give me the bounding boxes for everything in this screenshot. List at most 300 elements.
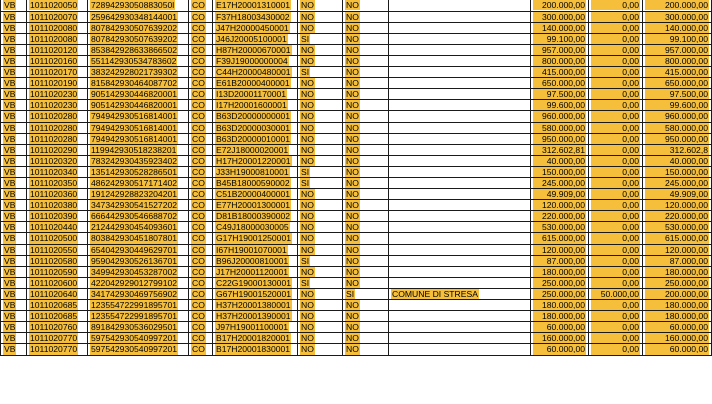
amount-cofin-cell[interactable] <box>589 55 643 66</box>
province-cell[interactable] <box>1 233 27 244</box>
flag-1-cell[interactable] <box>298 200 343 211</box>
type-cell[interactable] <box>189 211 213 222</box>
amount-cofin-cell[interactable] <box>589 0 643 11</box>
comune-cell[interactable] <box>389 133 531 144</box>
amount-cofin-cell[interactable] <box>589 144 643 155</box>
amount-request-cell[interactable] <box>643 11 712 22</box>
comune-cell[interactable] <box>389 100 531 111</box>
amount-request-cell[interactable] <box>643 55 712 66</box>
flag-1-cell[interactable] <box>298 222 343 233</box>
id-cell[interactable] <box>27 11 88 22</box>
flag-1-cell[interactable] <box>298 333 343 344</box>
province-cell[interactable] <box>1 67 27 78</box>
comune-cell[interactable] <box>389 122 531 133</box>
type-cell[interactable] <box>189 344 213 355</box>
type-cell[interactable] <box>189 100 213 111</box>
type-cell[interactable] <box>189 166 213 177</box>
comune-cell[interactable] <box>389 266 531 277</box>
fiscal-code-cell[interactable] <box>88 78 189 89</box>
comune-cell[interactable] <box>389 333 531 344</box>
amount-cofin-cell[interactable] <box>589 67 643 78</box>
amount-request-cell[interactable] <box>643 288 712 299</box>
amount-total-cell[interactable] <box>531 33 589 44</box>
type-cell[interactable] <box>189 22 213 33</box>
amount-request-cell[interactable] <box>643 89 712 100</box>
fiscal-code-cell[interactable] <box>88 111 189 122</box>
fiscal-code-cell[interactable] <box>88 200 189 211</box>
flag-1-cell[interactable] <box>298 133 343 144</box>
province-cell[interactable] <box>1 166 27 177</box>
amount-cofin-cell[interactable] <box>589 44 643 55</box>
amount-total-cell[interactable] <box>531 266 589 277</box>
fiscal-code-cell[interactable] <box>88 300 189 311</box>
flag-1-cell[interactable] <box>298 266 343 277</box>
flag-1-cell[interactable] <box>298 311 343 322</box>
fiscal-code-cell[interactable] <box>88 33 189 44</box>
province-cell[interactable] <box>1 22 27 33</box>
type-cell[interactable] <box>189 333 213 344</box>
province-cell[interactable] <box>1 277 27 288</box>
amount-total-cell[interactable] <box>531 144 589 155</box>
amount-total-cell[interactable] <box>531 255 589 266</box>
amount-cofin-cell[interactable] <box>589 255 643 266</box>
amount-total-cell[interactable] <box>531 288 589 299</box>
amount-cofin-cell[interactable] <box>589 11 643 22</box>
cup-code-cell[interactable] <box>213 311 298 322</box>
amount-request-cell[interactable] <box>643 222 712 233</box>
cup-code-cell[interactable] <box>213 89 298 100</box>
flag-2-cell[interactable] <box>343 189 389 200</box>
amount-request-cell[interactable] <box>643 166 712 177</box>
id-cell[interactable] <box>27 266 88 277</box>
flag-2-cell[interactable] <box>343 67 389 78</box>
amount-cofin-cell[interactable] <box>589 277 643 288</box>
type-cell[interactable] <box>189 122 213 133</box>
amount-cofin-cell[interactable] <box>589 100 643 111</box>
amount-request-cell[interactable] <box>643 300 712 311</box>
amount-cofin-cell[interactable] <box>589 288 643 299</box>
cup-code-cell[interactable] <box>213 322 298 333</box>
amount-request-cell[interactable] <box>643 311 712 322</box>
flag-1-cell[interactable] <box>298 67 343 78</box>
flag-2-cell[interactable] <box>343 288 389 299</box>
flag-2-cell[interactable] <box>343 277 389 288</box>
id-cell[interactable] <box>27 55 88 66</box>
fiscal-code-cell[interactable] <box>88 222 189 233</box>
comune-cell[interactable] <box>389 277 531 288</box>
province-cell[interactable] <box>1 211 27 222</box>
id-cell[interactable] <box>27 0 88 11</box>
province-cell[interactable] <box>1 144 27 155</box>
amount-total-cell[interactable] <box>531 189 589 200</box>
amount-cofin-cell[interactable] <box>589 133 643 144</box>
amount-total-cell[interactable] <box>531 22 589 33</box>
amount-request-cell[interactable] <box>643 111 712 122</box>
amount-request-cell[interactable] <box>643 133 712 144</box>
id-cell[interactable] <box>27 189 88 200</box>
amount-total-cell[interactable] <box>531 0 589 11</box>
cup-code-cell[interactable] <box>213 189 298 200</box>
flag-2-cell[interactable] <box>343 44 389 55</box>
fiscal-code-cell[interactable] <box>88 288 189 299</box>
amount-cofin-cell[interactable] <box>589 178 643 189</box>
flag-2-cell[interactable] <box>343 255 389 266</box>
id-cell[interactable] <box>27 155 88 166</box>
fiscal-code-cell[interactable] <box>88 155 189 166</box>
flag-2-cell[interactable] <box>343 100 389 111</box>
comune-cell[interactable] <box>389 144 531 155</box>
amount-total-cell[interactable] <box>531 233 589 244</box>
flag-2-cell[interactable] <box>343 333 389 344</box>
type-cell[interactable] <box>189 11 213 22</box>
amount-request-cell[interactable] <box>643 178 712 189</box>
fiscal-code-cell[interactable] <box>88 133 189 144</box>
province-cell[interactable] <box>1 189 27 200</box>
comune-cell[interactable] <box>389 89 531 100</box>
amount-total-cell[interactable] <box>531 200 589 211</box>
fiscal-code-cell[interactable] <box>88 55 189 66</box>
fiscal-code-cell[interactable] <box>88 333 189 344</box>
id-cell[interactable] <box>27 44 88 55</box>
amount-request-cell[interactable] <box>643 155 712 166</box>
type-cell[interactable] <box>189 67 213 78</box>
fiscal-code-cell[interactable] <box>88 166 189 177</box>
flag-1-cell[interactable] <box>298 55 343 66</box>
cup-code-cell[interactable] <box>213 255 298 266</box>
flag-1-cell[interactable] <box>298 244 343 255</box>
flag-1-cell[interactable] <box>298 155 343 166</box>
comune-cell[interactable] <box>389 11 531 22</box>
cup-code-cell[interactable] <box>213 78 298 89</box>
flag-2-cell[interactable] <box>343 11 389 22</box>
amount-total-cell[interactable] <box>531 100 589 111</box>
province-cell[interactable] <box>1 288 27 299</box>
cup-code-cell[interactable] <box>213 67 298 78</box>
id-cell[interactable] <box>27 22 88 33</box>
amount-total-cell[interactable] <box>531 277 589 288</box>
flag-2-cell[interactable] <box>343 311 389 322</box>
comune-cell[interactable] <box>389 78 531 89</box>
flag-1-cell[interactable] <box>298 166 343 177</box>
type-cell[interactable] <box>189 255 213 266</box>
cup-code-cell[interactable] <box>213 288 298 299</box>
comune-cell[interactable] <box>389 222 531 233</box>
fiscal-code-cell[interactable] <box>88 144 189 155</box>
flag-2-cell[interactable] <box>343 178 389 189</box>
id-cell[interactable] <box>27 311 88 322</box>
type-cell[interactable] <box>189 111 213 122</box>
amount-request-cell[interactable] <box>643 211 712 222</box>
cup-code-cell[interactable] <box>213 22 298 33</box>
id-cell[interactable] <box>27 166 88 177</box>
province-cell[interactable] <box>1 133 27 144</box>
amount-cofin-cell[interactable] <box>589 222 643 233</box>
id-cell[interactable] <box>27 322 88 333</box>
flag-2-cell[interactable] <box>343 33 389 44</box>
cup-code-cell[interactable] <box>213 144 298 155</box>
flag-2-cell[interactable] <box>343 55 389 66</box>
amount-total-cell[interactable] <box>531 300 589 311</box>
comune-cell[interactable] <box>389 166 531 177</box>
amount-request-cell[interactable] <box>643 78 712 89</box>
cup-code-cell[interactable] <box>213 44 298 55</box>
cup-code-cell[interactable] <box>213 155 298 166</box>
amount-request-cell[interactable] <box>643 189 712 200</box>
flag-1-cell[interactable] <box>298 300 343 311</box>
fiscal-code-cell[interactable] <box>88 266 189 277</box>
comune-cell[interactable] <box>389 55 531 66</box>
id-cell[interactable] <box>27 233 88 244</box>
flag-2-cell[interactable] <box>343 122 389 133</box>
flag-1-cell[interactable] <box>298 189 343 200</box>
amount-total-cell[interactable] <box>531 155 589 166</box>
province-cell[interactable] <box>1 200 27 211</box>
flag-1-cell[interactable] <box>298 100 343 111</box>
cup-code-cell[interactable] <box>213 211 298 222</box>
amount-request-cell[interactable] <box>643 344 712 355</box>
fiscal-code-cell[interactable] <box>88 89 189 100</box>
fiscal-code-cell[interactable] <box>88 178 189 189</box>
amount-total-cell[interactable] <box>531 133 589 144</box>
fiscal-code-cell[interactable] <box>88 122 189 133</box>
amount-request-cell[interactable] <box>643 255 712 266</box>
fiscal-code-cell[interactable] <box>88 100 189 111</box>
id-cell[interactable] <box>27 211 88 222</box>
flag-2-cell[interactable] <box>343 78 389 89</box>
amount-total-cell[interactable] <box>531 344 589 355</box>
type-cell[interactable] <box>189 178 213 189</box>
cup-code-cell[interactable] <box>213 55 298 66</box>
id-cell[interactable] <box>27 300 88 311</box>
id-cell[interactable] <box>27 67 88 78</box>
type-cell[interactable] <box>189 277 213 288</box>
province-cell[interactable] <box>1 89 27 100</box>
amount-cofin-cell[interactable] <box>589 155 643 166</box>
flag-1-cell[interactable] <box>298 33 343 44</box>
province-cell[interactable] <box>1 111 27 122</box>
cup-code-cell[interactable] <box>213 222 298 233</box>
type-cell[interactable] <box>189 133 213 144</box>
type-cell[interactable] <box>189 33 213 44</box>
comune-cell[interactable] <box>389 322 531 333</box>
province-cell[interactable] <box>1 244 27 255</box>
fiscal-code-cell[interactable] <box>88 22 189 33</box>
amount-request-cell[interactable] <box>643 322 712 333</box>
flag-1-cell[interactable] <box>298 78 343 89</box>
id-cell[interactable] <box>27 344 88 355</box>
cup-code-cell[interactable] <box>213 100 298 111</box>
comune-cell[interactable] <box>389 344 531 355</box>
flag-1-cell[interactable] <box>298 178 343 189</box>
id-cell[interactable] <box>27 111 88 122</box>
type-cell[interactable] <box>189 44 213 55</box>
fiscal-code-cell[interactable] <box>88 277 189 288</box>
flag-1-cell[interactable] <box>298 322 343 333</box>
type-cell[interactable] <box>189 311 213 322</box>
cup-code-cell[interactable] <box>213 111 298 122</box>
flag-1-cell[interactable] <box>298 0 343 11</box>
id-cell[interactable] <box>27 255 88 266</box>
comune-cell[interactable] <box>389 33 531 44</box>
id-cell[interactable] <box>27 133 88 144</box>
cup-code-cell[interactable] <box>213 33 298 44</box>
fiscal-code-cell[interactable] <box>88 255 189 266</box>
flag-1-cell[interactable] <box>298 211 343 222</box>
comune-cell[interactable] <box>389 255 531 266</box>
amount-cofin-cell[interactable] <box>589 78 643 89</box>
amount-request-cell[interactable] <box>643 233 712 244</box>
amount-total-cell[interactable] <box>531 166 589 177</box>
cup-code-cell[interactable] <box>213 166 298 177</box>
comune-cell[interactable] <box>389 0 531 11</box>
cup-code-cell[interactable] <box>213 133 298 144</box>
province-cell[interactable] <box>1 266 27 277</box>
comune-cell[interactable] <box>389 300 531 311</box>
fiscal-code-cell[interactable] <box>88 189 189 200</box>
type-cell[interactable] <box>189 300 213 311</box>
cup-code-cell[interactable] <box>213 200 298 211</box>
cup-code-cell[interactable] <box>213 244 298 255</box>
flag-2-cell[interactable] <box>343 244 389 255</box>
flag-2-cell[interactable] <box>343 344 389 355</box>
province-cell[interactable] <box>1 122 27 133</box>
province-cell[interactable] <box>1 300 27 311</box>
id-cell[interactable] <box>27 100 88 111</box>
type-cell[interactable] <box>189 288 213 299</box>
amount-total-cell[interactable] <box>531 111 589 122</box>
fiscal-code-cell[interactable] <box>88 233 189 244</box>
amount-cofin-cell[interactable] <box>589 244 643 255</box>
cup-code-cell[interactable] <box>213 344 298 355</box>
amount-total-cell[interactable] <box>531 122 589 133</box>
flag-1-cell[interactable] <box>298 111 343 122</box>
amount-request-cell[interactable] <box>643 277 712 288</box>
amount-request-cell[interactable] <box>643 200 712 211</box>
flag-2-cell[interactable] <box>343 211 389 222</box>
flag-2-cell[interactable] <box>343 266 389 277</box>
amount-cofin-cell[interactable] <box>589 200 643 211</box>
flag-1-cell[interactable] <box>298 89 343 100</box>
amount-request-cell[interactable] <box>643 100 712 111</box>
amount-cofin-cell[interactable] <box>589 89 643 100</box>
id-cell[interactable] <box>27 33 88 44</box>
fiscal-code-cell[interactable] <box>88 322 189 333</box>
flag-1-cell[interactable] <box>298 11 343 22</box>
id-cell[interactable] <box>27 178 88 189</box>
cup-code-cell[interactable] <box>213 300 298 311</box>
flag-2-cell[interactable] <box>343 300 389 311</box>
flag-2-cell[interactable] <box>343 233 389 244</box>
amount-cofin-cell[interactable] <box>589 266 643 277</box>
id-cell[interactable] <box>27 277 88 288</box>
amount-total-cell[interactable] <box>531 333 589 344</box>
fiscal-code-cell[interactable] <box>88 67 189 78</box>
flag-1-cell[interactable] <box>298 233 343 244</box>
comune-cell[interactable] <box>389 155 531 166</box>
flag-1-cell[interactable] <box>298 277 343 288</box>
type-cell[interactable] <box>189 266 213 277</box>
cup-code-cell[interactable] <box>213 333 298 344</box>
flag-1-cell[interactable] <box>298 22 343 33</box>
province-cell[interactable] <box>1 178 27 189</box>
amount-request-cell[interactable] <box>643 33 712 44</box>
amount-total-cell[interactable] <box>531 222 589 233</box>
amount-cofin-cell[interactable] <box>589 166 643 177</box>
comune-cell[interactable] <box>389 211 531 222</box>
comune-cell[interactable] <box>389 178 531 189</box>
type-cell[interactable] <box>189 55 213 66</box>
type-cell[interactable] <box>189 222 213 233</box>
comune-cell[interactable] <box>389 288 531 299</box>
comune-cell[interactable] <box>389 189 531 200</box>
flag-1-cell[interactable] <box>298 44 343 55</box>
province-cell[interactable] <box>1 33 27 44</box>
type-cell[interactable] <box>189 78 213 89</box>
amount-cofin-cell[interactable] <box>589 22 643 33</box>
type-cell[interactable] <box>189 200 213 211</box>
province-cell[interactable] <box>1 333 27 344</box>
amount-cofin-cell[interactable] <box>589 122 643 133</box>
flag-2-cell[interactable] <box>343 155 389 166</box>
amount-cofin-cell[interactable] <box>589 344 643 355</box>
amount-total-cell[interactable] <box>531 178 589 189</box>
amount-cofin-cell[interactable] <box>589 33 643 44</box>
amount-total-cell[interactable] <box>531 244 589 255</box>
fiscal-code-cell[interactable] <box>88 211 189 222</box>
id-cell[interactable] <box>27 222 88 233</box>
amount-cofin-cell[interactable] <box>589 111 643 122</box>
amount-cofin-cell[interactable] <box>589 189 643 200</box>
comune-cell[interactable] <box>389 111 531 122</box>
comune-cell[interactable] <box>389 233 531 244</box>
amount-request-cell[interactable] <box>643 144 712 155</box>
province-cell[interactable] <box>1 255 27 266</box>
amount-request-cell[interactable] <box>643 122 712 133</box>
fiscal-code-cell[interactable] <box>88 311 189 322</box>
flag-2-cell[interactable] <box>343 200 389 211</box>
fiscal-code-cell[interactable] <box>88 0 189 11</box>
flag-1-cell[interactable] <box>298 344 343 355</box>
cup-code-cell[interactable] <box>213 122 298 133</box>
flag-1-cell[interactable] <box>298 144 343 155</box>
province-cell[interactable] <box>1 155 27 166</box>
province-cell[interactable] <box>1 322 27 333</box>
amount-request-cell[interactable] <box>643 244 712 255</box>
flag-2-cell[interactable] <box>343 133 389 144</box>
id-cell[interactable] <box>27 288 88 299</box>
flag-2-cell[interactable] <box>343 89 389 100</box>
amount-total-cell[interactable] <box>531 67 589 78</box>
id-cell[interactable] <box>27 122 88 133</box>
comune-cell[interactable] <box>389 67 531 78</box>
cup-code-cell[interactable] <box>213 0 298 11</box>
province-cell[interactable] <box>1 100 27 111</box>
province-cell[interactable] <box>1 78 27 89</box>
id-cell[interactable] <box>27 89 88 100</box>
comune-cell[interactable] <box>389 44 531 55</box>
fiscal-code-cell[interactable] <box>88 44 189 55</box>
id-cell[interactable] <box>27 78 88 89</box>
amount-cofin-cell[interactable] <box>589 322 643 333</box>
comune-cell[interactable] <box>389 200 531 211</box>
amount-cofin-cell[interactable] <box>589 333 643 344</box>
province-cell[interactable] <box>1 44 27 55</box>
amount-request-cell[interactable] <box>643 22 712 33</box>
flag-2-cell[interactable] <box>343 222 389 233</box>
type-cell[interactable] <box>189 189 213 200</box>
type-cell[interactable] <box>189 233 213 244</box>
flag-2-cell[interactable] <box>343 166 389 177</box>
